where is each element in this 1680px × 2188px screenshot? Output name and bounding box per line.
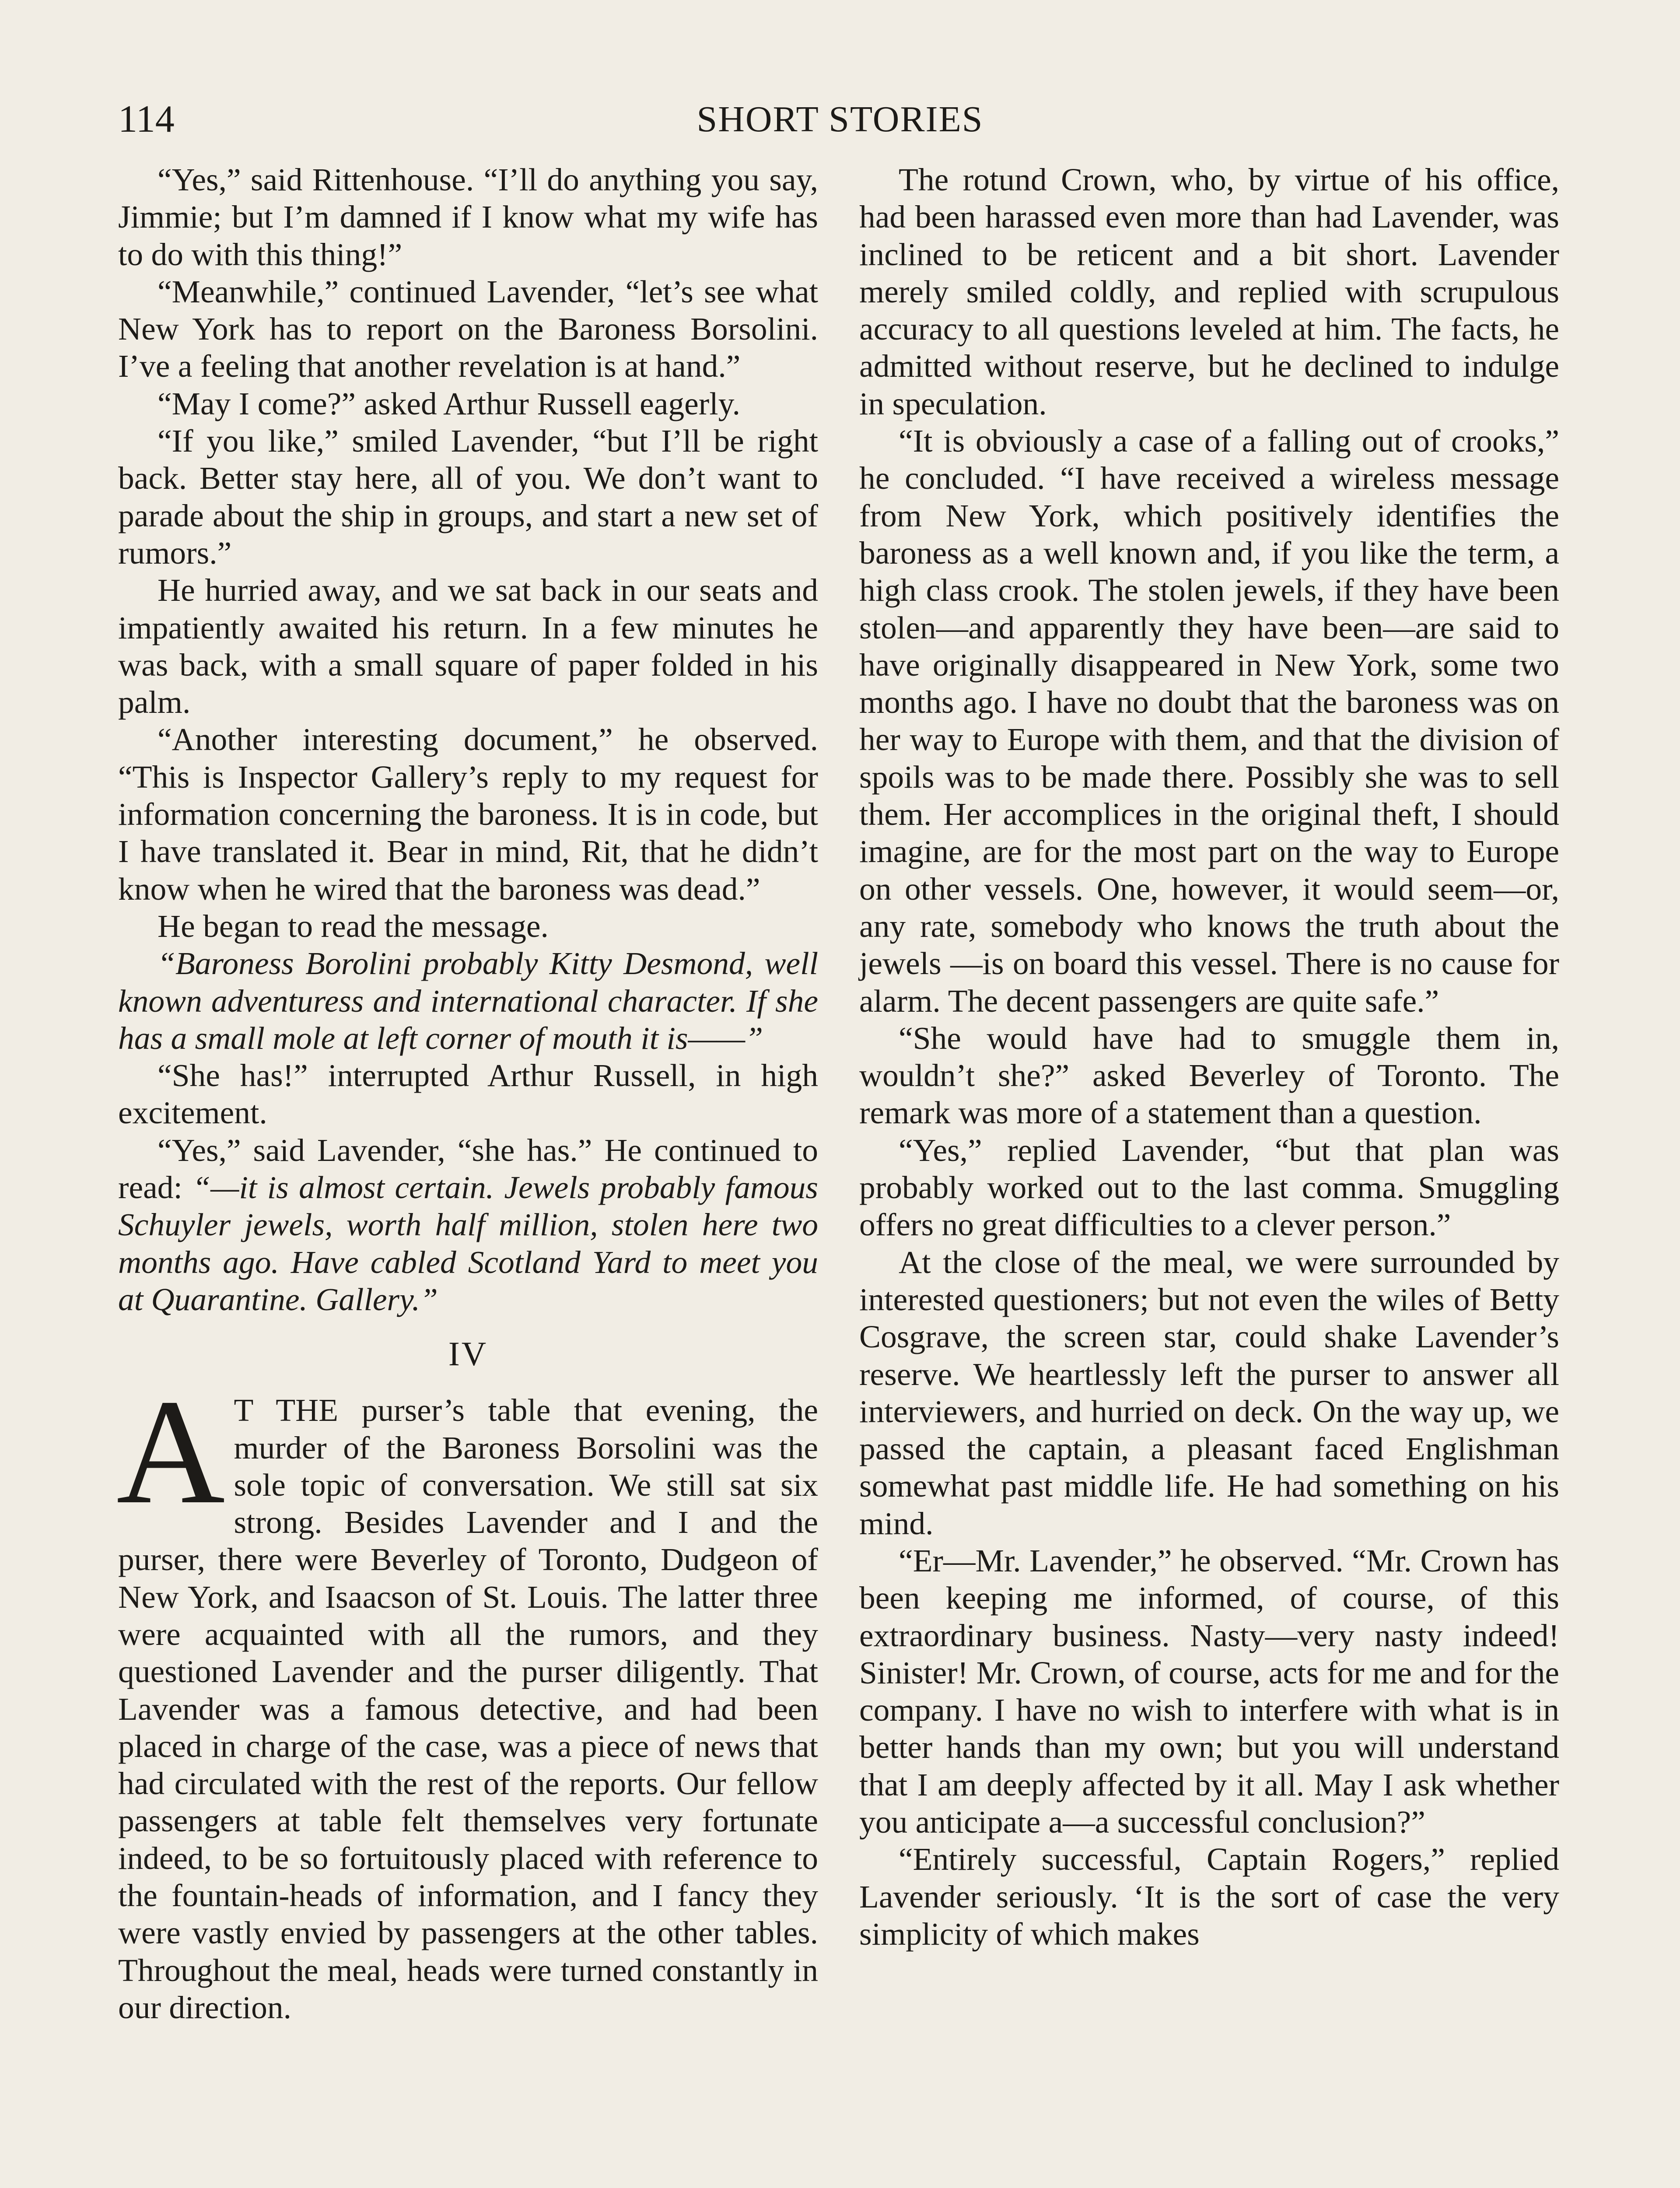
left-column	[118, 161, 818, 2026]
paragraph: “If you like,” smiled Lavender, “but I’ll be right back. Better stay here, all of you. We don’t want to parade about the ship in groups, and start a new set of rumors.”	[118, 423, 818, 571]
paragraph-lead: “Yes,” said Lavender, “she has.” He continued to read:	[118, 1132, 818, 1206]
paragraph: “Yes,” said Rittenhouse. “I’ll do anything you say, Jimmie; but I’m damned if I know what my wife has to do with this thing!”	[118, 162, 818, 272]
running-title: SHORT STORIES	[696, 99, 984, 140]
paragraph: “It is obviously a case of a falling out of crooks,” he concluded. “I have received a wireless message from New York, which positively identifies the baroness as a well known and, if you like the term, a high class crook. The stolen jewels, if they have been stolen—and apparently they have been—are said to have originally disappeared in New York, some two months ago. I have no doubt that the baroness was on her way to Europe with them, and that the division of spoils was to be made there. Possibly she was to sell them. Her accomplices in the original theft, I should imagine, are for the most part on the way to Europe on other vessels. One, however, it would seem—or, any rate, somebody who knows the truth about the jewels —is on board this vessel. There is no cause for alarm. The decent passengers are quite safe.”	[859, 423, 1559, 1019]
paragraph: “Yes,” replied Lavender, “but that plan was probably worked out to the last comma. Smuggling offers no great difficulties to a clever person.”	[859, 1132, 1559, 1243]
telegram-quote: “Baroness Borolini probably Kitty Desmond, well known adventuress and international character. If she has a small mole at left corner of mouth it is——”	[118, 946, 818, 1056]
paragraph: “She would have had to smuggle them in, wouldn’t she?” asked Beverley of Toronto. The remark was more of a statement than a question.	[859, 1020, 1559, 1131]
telegram-quote: “—it is almost certain. Jewels probably famous Schuyler jewels, worth half million, stolen here two months ago. Have cabled Scotland Yard to meet you at Quarantine. Gallery.”	[118, 1170, 819, 1317]
section-opening-text: T THE purser’s table that evening, the murder of the Baroness Borsolini was the sole topic of conversation. We still sat six strong. Besides Lavender and I and the purser, there were Beverley of Toronto, Dudgeon of New York, and Isaacson of St. Louis. The latter three were acquainted with all the rumors, and they questioned Lavender and the purser diligently. That Lavender was a famous detective, and had been placed in charge of the case, was a piece of news that had circulated with the rest of the reports. Our fellow passengers at table felt themselves very fortunate indeed, to be so fortuitously placed with reference to the fountain-heads of information, and I fancy they were vastly envied by passengers at the other tables. Throughout the meal, heads were turned constantly in our direction.	[118, 1392, 818, 2025]
paragraph: “She has!” interrupted Arthur Russell, in high excitement.	[118, 1058, 818, 1131]
paragraph: “Er—Mr. Lavender,” he observed. “Mr. Crown has been keeping me informed, of course, of this extraordinary business. Nasty—very nasty indeed! Sinister! Mr. Crown, of course, acts for me and for the company. I have no wish to interfere with what is in better hands than my own; but you will understand that I am deeply affected by it all. May I ask whether you anticipate a—a successful conclusion?”	[859, 1543, 1559, 1840]
drop-cap: A	[116, 1368, 225, 1536]
paragraph: “May I come?” asked Arthur Russell eagerly.	[158, 386, 741, 421]
section-heading: IV	[448, 1335, 488, 1373]
paragraph: He began to read the message.	[158, 908, 549, 944]
paragraph: At the close of the meal, we were surrounded by interested questioners; but not even the wiles of Betty Cosgrave, the screen star, could shake Lavender’s reserve. We heartlessly left the purser to answer all interviewers, and hurried on deck. On the way up, we passed the captain, a pleasant faced Englishman somewhat past middle life. He had something on his mind.	[859, 1244, 1559, 1541]
section-opening-paragraph	[116, 1368, 818, 2026]
page-number: 114	[118, 98, 175, 140]
paragraph: He hurried away, and we sat back in our seats and impatiently awaited his return. In a few minutes he was back, with a small square of paper folded in his palm.	[118, 572, 818, 720]
page-header	[118, 95, 1562, 144]
paragraph: “Meanwhile,” continued Lavender, “let’s see what New York has to report on the Baroness Borsolini. I’ve a feeling that another revelation is at hand.”	[118, 274, 818, 384]
paragraph-with-telegram	[118, 1132, 818, 1318]
right-column	[859, 161, 1559, 1953]
paragraph: “Entirely successful, Captain Rogers,” replied Lavender seriously. ‘It is the sort of case the very simplicity of which makes	[859, 1841, 1559, 1952]
paragraph: The rotund Crown, who, by virtue of his office, had been harassed even more than had Lavender, was inclined to be reticent and a bit short. Lavender merely smiled coldly, and replied with scrupulous accuracy to all questions leveled at him. The facts, he admitted without reserve, but he declined to indulge in speculation.	[859, 162, 1559, 421]
paragraph: “Another interesting document,” he observed. “This is Inspector Gallery’s reply to my request for information concerning the baroness. It is in code, but I have translated it. Bear in mind, Rit, that he didn’t know when he wired that the baroness was dead.”	[118, 722, 818, 907]
